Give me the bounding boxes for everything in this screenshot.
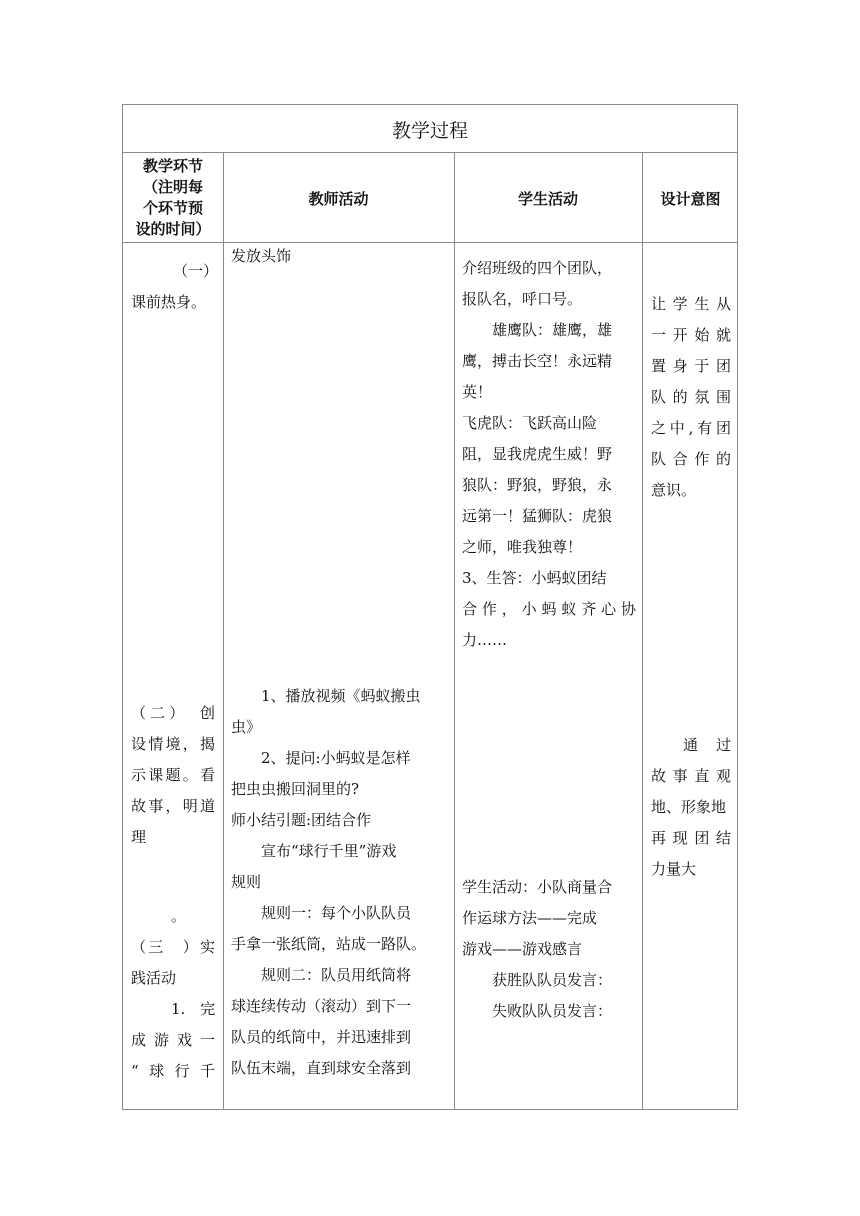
header-design-intent: 设计意图 — [660, 189, 721, 208]
stage-3-label: （三 ）实 践活动 1. 完 成游戏一 “球行千 — [131, 938, 216, 1080]
header-student-activity: 学生活动 — [517, 189, 578, 208]
teacher-activity-main: 1、播放视频《蚂蚁搬虫 虫》 2、提问:小蚂蚁是怎样 把虫虫搬回洞里的? 师小结引题:团结合作 宣布“球行千里”游戏 规则 规则一：每个小队队员 手拿一张纸筒，站成一路队。 规则二：队员用纸筒将 球连续传动（滚动）到下一 队员的纸筒中，并迅速排到 队伍末端，直到球安全落到 — [231, 687, 427, 1077]
teacher-activity-intro: 发放头饰 — [231, 247, 292, 265]
column-divider-2 — [454, 152, 455, 1110]
header-stage-line: 个环节预 — [142, 199, 203, 217]
column-divider-1 — [223, 152, 224, 1110]
column-divider-3 — [642, 152, 643, 1110]
design-intent-1: 让学生从 一开始就 置身于团 队的氛围 之中,有团 队合作的 意识。 — [651, 295, 731, 499]
design-intent-2: 通 过 故事直观 地、形象地 再现团结 力量大 — [651, 736, 731, 878]
stage-2-label: （二） 创 设情境，揭 示课题。看 故事，明道 理 — [131, 704, 215, 846]
header-stage — [123, 153, 223, 243]
header-stage-line: 教学环节 — [142, 157, 203, 175]
stage-1-label: （一） 课前热身。 — [131, 262, 219, 311]
table-title: 教学过程 — [391, 119, 468, 142]
header-stage-line: 设的时间） — [135, 220, 211, 238]
stage-dot: 。 — [171, 907, 187, 925]
student-activity-game: 学生活动：小队商量合 作运球方法——完成 游戏——游戏感言 获胜队队员发言： 失败队队员发言： — [462, 878, 613, 1020]
header-stage-line: （注明每 — [142, 178, 203, 196]
student-activity-teams: 介绍班级的四个团队， 报队名，呼口号。 雄鹰队：雄鹰，雄 鹰，搏击长空！永远精 英！ 飞虎队：飞跃高山险 阻，显我虎虎生威！野 狼队：野狼，野狼，永 远第一！猛狮队：虎狼 之师，唯我独尊！ 3、生答：小蚂蚁团结 合作，小蚂蚁齐心协 力…… — [462, 259, 636, 649]
header-teacher-activity: 教师活动 — [308, 189, 369, 208]
teaching-process-table — [122, 104, 738, 1110]
